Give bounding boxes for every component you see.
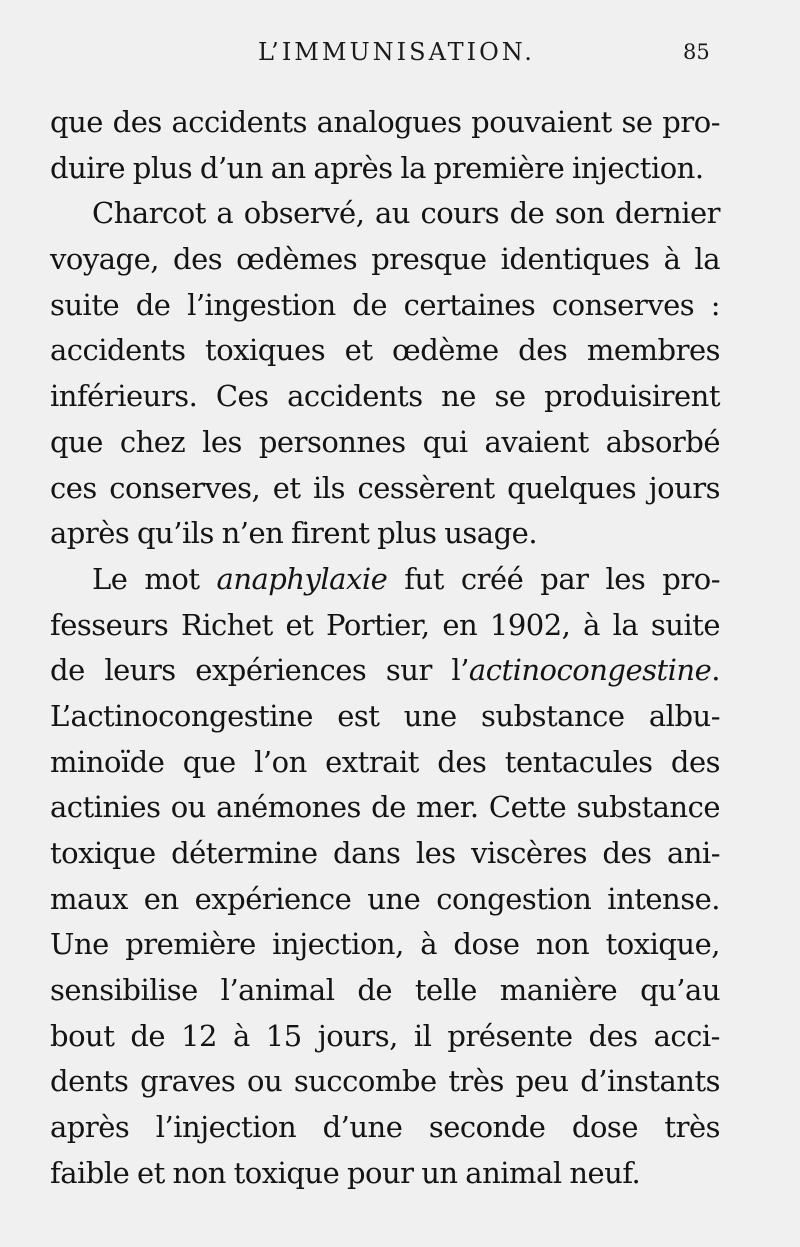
text-line: ces conserves, et ils cessèrent quelques jours xyxy=(50,470,720,505)
italic-term: anaphylaxie xyxy=(216,561,388,596)
text-run: fut créé par les pro- xyxy=(387,561,720,596)
text-run: . xyxy=(711,653,720,688)
text-line: faible et non toxique pour un animal neuf. xyxy=(50,1155,641,1190)
text-line xyxy=(50,557,720,603)
text-line: accidents toxiques et œdème des membres xyxy=(50,333,720,368)
text-line: après qu’ils n’en firent plus usage. xyxy=(50,516,538,551)
text-line: inférieurs. Ces accidents ne se produisirent xyxy=(50,379,720,414)
text-line: voyage, des œdèmes presque identiques à la xyxy=(50,242,720,277)
text-line xyxy=(50,648,720,694)
text-line: actinies ou anémones de mer. Cette substance xyxy=(50,790,720,825)
text-line: après l’injection d’une seconde dose très xyxy=(50,1110,720,1145)
text-line: maux en expérience une congestion intense. xyxy=(50,881,720,916)
running-head xyxy=(0,38,800,78)
text-line: que chez les personnes qui avaient absorbé xyxy=(50,424,720,459)
text-line: L’actinocongestine est une substance albu- xyxy=(50,698,720,733)
text-run: Le mot xyxy=(92,561,217,596)
running-head-title: L’IMMUNISATION. xyxy=(258,38,535,66)
text-line: toxique détermine dans les viscères des ani- xyxy=(50,836,720,870)
body-text xyxy=(50,100,720,1197)
text-line: bout de 12 à 15 jours, il présente des acci- xyxy=(50,1018,720,1053)
italic-term: actinocongestine xyxy=(468,653,712,688)
text-line: duire plus d’un an après la première injection. xyxy=(50,150,704,185)
text-run: de leurs expériences sur l’ xyxy=(50,653,469,688)
text-line: minoïde que l’on extrait des tentacules des xyxy=(50,744,720,779)
text-line: que des accidents analogues pouvaient se pro- xyxy=(50,105,720,139)
text-line: suite de l’ingestion de certaines conserves : xyxy=(50,287,720,322)
text-line: dents graves ou succombe très peu d’instants xyxy=(50,1064,720,1099)
text-line: Une première injection, à dose non toxique, xyxy=(50,927,720,962)
text-line: Charcot a observé, au cours de son dernier xyxy=(92,196,720,231)
page-number: 85 xyxy=(683,40,710,64)
text-line: sensibilise l’animal de telle manière qu’au xyxy=(50,973,720,1008)
text-line: fesseurs Richet et Portier, en 1902, à la suite xyxy=(50,607,720,642)
